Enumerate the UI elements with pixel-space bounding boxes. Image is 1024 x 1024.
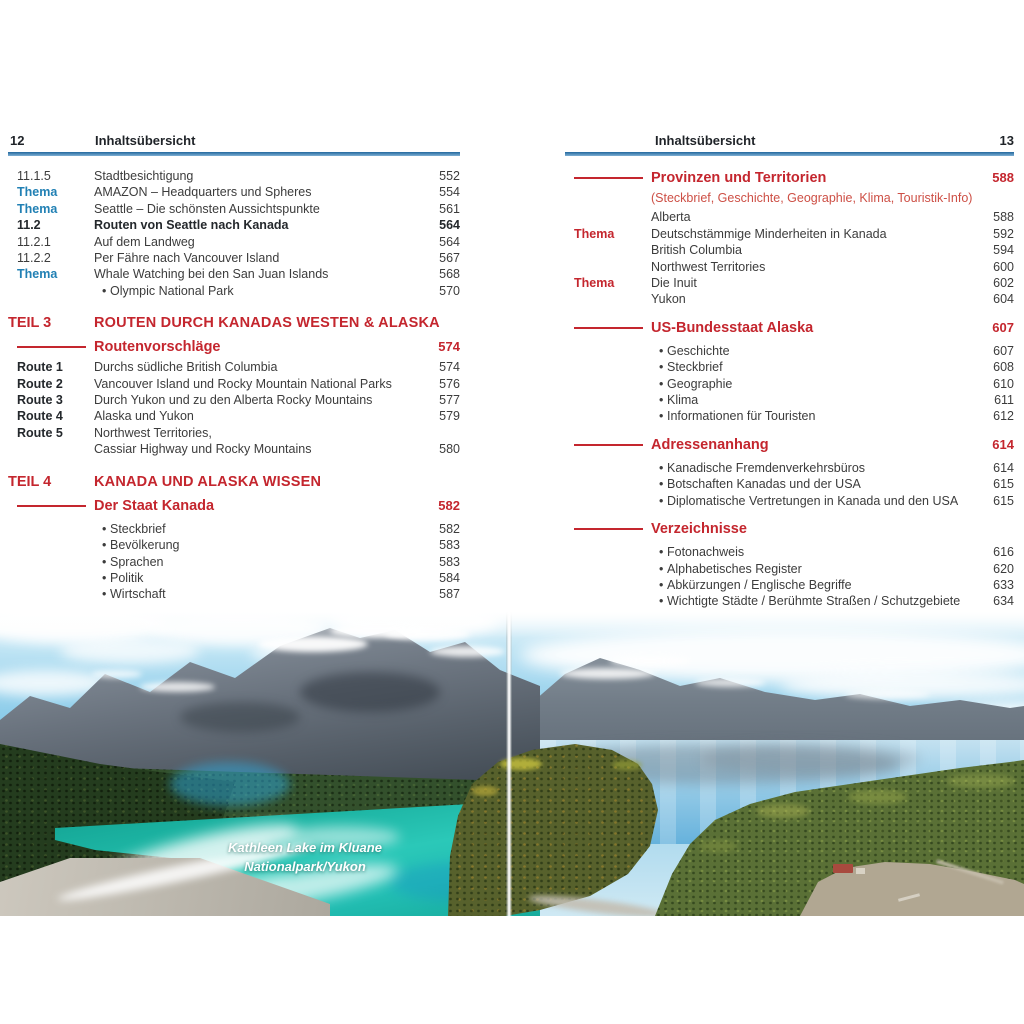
toc-row-title: Wichtigte Städte / Berühmte Straßen / Schutzgebiete: [667, 594, 961, 609]
toc-row-title: Northwest Territories: [651, 259, 766, 274]
toc-row-page: 584: [439, 570, 460, 585]
toc-row-label: Route 4: [17, 409, 63, 424]
toc-row: [565, 521, 1014, 541]
toc-row-page: 552: [439, 169, 460, 183]
toc-row-page: 607: [993, 343, 1014, 358]
toc-row: [8, 168, 460, 184]
toc-row-title: Deutschstämmige Minderheiten in Kanada: [651, 226, 887, 241]
toc-row: [8, 217, 460, 233]
toc-row: [8, 283, 460, 299]
toc-row-title: Routen von Seattle nach Kanada: [94, 218, 289, 233]
toc-row: [565, 544, 1014, 560]
bullet-icon: •: [102, 538, 107, 553]
toc-row: [565, 359, 1014, 375]
rock-shadow: [300, 672, 440, 712]
bullet-icon: •: [659, 594, 664, 609]
bullet-icon: •: [102, 570, 107, 585]
toc-row-label: Route 3: [17, 393, 63, 408]
toc-row-page: 570: [439, 283, 460, 298]
toc-row-title: Whale Watching bei den San Juan Islands: [94, 267, 329, 282]
bullet-icon: •: [102, 554, 107, 569]
toc-row-page: 620: [993, 561, 1014, 576]
autumn-trees: [472, 786, 498, 796]
bullet-icon: •: [659, 360, 664, 375]
photo-caption-line1: Kathleen Lake im Kluane: [228, 840, 382, 855]
toc-row-page: 604: [993, 292, 1014, 307]
toc-row-label: Route 1: [17, 360, 63, 375]
bullet-icon: •: [659, 493, 664, 508]
toc-row: [8, 339, 460, 359]
bullet-icon: •: [102, 587, 107, 602]
snow-cap: [258, 636, 368, 652]
toc-row-page: 579: [439, 409, 460, 424]
autumn-trees: [946, 774, 1016, 788]
toc-row-title: KANADA UND ALASKA WISSEN: [94, 473, 322, 490]
toc-row: [8, 392, 460, 408]
toc-row: [8, 408, 460, 424]
toc-row-page: 568: [439, 267, 460, 282]
left-header-title: Inhaltsübersicht: [95, 133, 196, 148]
toc-row-page: 554: [439, 185, 460, 200]
toc-row-page: 614: [993, 460, 1014, 475]
toc-row: [565, 561, 1014, 577]
toc-row-title: Durchs südliche British Columbia: [94, 360, 278, 375]
autumn-trees: [698, 840, 738, 852]
toc-row-title: Northwest Territories,: [94, 425, 212, 440]
toc-row-title: Alaska und Yukon: [94, 409, 194, 424]
photo-caption: [165, 838, 445, 876]
toc-row-page: 616: [993, 545, 1014, 560]
bullet-icon: •: [659, 561, 664, 576]
bullet-icon: •: [659, 343, 664, 358]
toc-row-title: Steckbrief: [110, 521, 166, 536]
toc-row: [8, 315, 460, 335]
toc-row-title: Per Fähre nach Vancouver Island: [94, 251, 280, 266]
toc-row: [8, 184, 460, 200]
toc-row-label: 11.1.5: [17, 169, 51, 183]
toc-row-label: TEIL 4: [8, 473, 52, 490]
toc-row-title: Wirtschaft: [110, 587, 166, 602]
toc-row-title: Verzeichnisse: [651, 521, 747, 538]
toc-row-title: Durch Yukon und zu den Alberta Rocky Mountains: [94, 393, 373, 408]
toc-row: [565, 170, 1014, 190]
toc-row-title: Abkürzungen / Englische Begriffe: [667, 577, 852, 592]
toc-row-page: 583: [439, 554, 460, 569]
toc-row-page: 634: [993, 594, 1014, 609]
toc-row: [565, 493, 1014, 509]
lake-patch: [170, 762, 290, 806]
toc-row-title: Die Inuit: [651, 276, 697, 291]
toc-row-label: 11.2.2: [17, 251, 51, 266]
toc-row: [8, 586, 460, 602]
toc-row: [565, 577, 1014, 593]
toc-row-title: Seattle – Die schönsten Aussichtspunkte: [94, 201, 320, 216]
cloud: [60, 638, 200, 664]
toc-row-label: Thema: [574, 226, 615, 241]
building: [856, 868, 865, 874]
toc-row-title: Informationen für Touristen: [667, 409, 816, 424]
right-header-title: Inhaltsübersicht: [655, 133, 756, 148]
toc-row: [8, 570, 460, 586]
toc-row: [8, 234, 460, 250]
toc-row-title: Routenvorschläge: [94, 339, 221, 356]
toc-row: [8, 441, 460, 457]
toc-row-label: Route 5: [17, 425, 63, 440]
toc-row-page: 602: [993, 276, 1014, 291]
toc-row: [565, 343, 1014, 359]
toc-row: [565, 460, 1014, 476]
toc-row-page: 564: [439, 218, 460, 233]
toc-row-title: Diplomatische Vertretungen in Kanada und den USA: [667, 493, 959, 508]
toc-row: [8, 537, 460, 553]
bullet-icon: •: [659, 409, 664, 424]
toc-row-page: 576: [439, 376, 460, 391]
toc-row-page: 611: [994, 393, 1014, 408]
snow-cap: [430, 646, 505, 657]
toc-row-page: 582: [438, 497, 460, 513]
toc-row-title: Kanadische Fremdenverkehrsbüros: [667, 460, 866, 475]
toc-row: [565, 476, 1014, 492]
snow-cap: [92, 670, 142, 678]
toc-row-title: Bevölkerung: [110, 538, 180, 553]
bullet-icon: •: [102, 283, 107, 298]
toc-row: [565, 242, 1014, 258]
bullet-icon: •: [659, 477, 664, 492]
toc-row-title: Sprachen: [110, 554, 164, 569]
photo-top-fade: [0, 612, 1024, 638]
toc-row: [565, 408, 1014, 424]
bullet-icon: •: [659, 545, 664, 560]
toc-right-column: [565, 168, 1014, 632]
toc-row-page: 588: [993, 210, 1014, 225]
bullet-icon: •: [659, 577, 664, 592]
toc-row-page: 607: [992, 319, 1014, 335]
toc-row: [565, 392, 1014, 408]
toc-row-label: Thema: [17, 185, 58, 200]
toc-row-page: 608: [993, 360, 1014, 375]
toc-row-title: Botschaften Kanadas und der USA: [667, 477, 861, 492]
toc-row-page: 615: [993, 477, 1014, 492]
toc-row-page: 594: [993, 243, 1014, 258]
toc-row-title: Yukon: [651, 292, 686, 307]
right-header-rule: [565, 152, 1014, 156]
toc-row-title: Cassiar Highway und Rocky Mountains: [94, 442, 312, 457]
toc-row: [565, 259, 1014, 275]
toc-row-page: 614: [992, 436, 1014, 452]
toc-row: [565, 226, 1014, 242]
toc-row-page: 612: [993, 409, 1014, 424]
toc-row: [8, 250, 460, 266]
toc-row-page: 574: [439, 360, 460, 375]
toc-row: [8, 521, 460, 537]
toc-row-title: Stadtbesichtigung: [94, 169, 194, 183]
toc-row-page: 588: [992, 170, 1014, 185]
toc-row-page: 600: [993, 259, 1014, 274]
building: [833, 864, 853, 873]
toc-row-title: Steckbrief: [667, 360, 723, 375]
toc-row-label: Thema: [574, 276, 615, 291]
toc-row-label: Thema: [17, 267, 58, 282]
book-spine-fold: [506, 612, 512, 916]
toc-row-title: Geschichte: [667, 343, 730, 358]
toc-row-page: 592: [993, 226, 1014, 241]
toc-row: [8, 266, 460, 282]
toc-row-title: ROUTEN DURCH KANADAS WESTEN & ALASKA: [94, 315, 440, 332]
toc-row-title: Fotonachweis: [667, 545, 745, 560]
autumn-trees: [612, 760, 642, 770]
autumn-trees: [848, 790, 908, 804]
toc-row: [565, 275, 1014, 291]
left-page-number: 12: [10, 133, 25, 148]
toc-row: [565, 291, 1014, 307]
left-header-rule: [8, 152, 460, 156]
toc-row: [8, 498, 460, 518]
toc-row-title: Provinzen und Territorien: [651, 170, 827, 186]
toc-row-label: 11.2: [17, 218, 41, 233]
toc-row-label: Route 2: [17, 376, 63, 391]
toc-row-page: 610: [993, 376, 1014, 391]
toc-row: [8, 359, 460, 375]
toc-row-label: 11.2.1: [17, 234, 51, 249]
toc-row-title: Klima: [667, 393, 699, 408]
autumn-trees: [756, 804, 810, 818]
toc-row-page: 564: [439, 234, 460, 249]
toc-row: [565, 437, 1014, 457]
toc-row-page: 615: [993, 493, 1014, 508]
toc-row: [8, 554, 460, 570]
toc-row: [8, 425, 460, 441]
toc-row-label: TEIL 3: [8, 315, 52, 332]
snow-cap: [610, 656, 690, 666]
toc-row-title: (Steckbrief, Geschichte, Geographie, Klima, Touristik-Info): [651, 191, 973, 205]
toc-row-label: Thema: [17, 201, 58, 216]
right-page-number: 13: [999, 133, 1014, 148]
toc-row-page: 633: [993, 577, 1014, 592]
toc-row-title: AMAZON – Headquarters und Spheres: [94, 185, 312, 200]
toc-row-title: Alberta: [651, 210, 691, 225]
toc-row-title: Der Staat Kanada: [94, 497, 215, 514]
toc-row-title: Politik: [110, 570, 144, 585]
toc-row: [8, 376, 460, 392]
mountain-reflection: [700, 744, 920, 774]
toc-row: [565, 209, 1014, 225]
toc-row-page: 567: [439, 251, 460, 266]
bullet-icon: •: [659, 460, 664, 475]
toc-row-page: 580: [439, 442, 460, 457]
snow-cap: [140, 682, 215, 692]
toc-left-column: [8, 168, 460, 603]
bullet-icon: •: [659, 393, 664, 408]
toc-row-title: Olympic National Park: [110, 283, 234, 298]
toc-row-page: 587: [439, 587, 460, 602]
toc-row: [565, 190, 1014, 206]
toc-row: [565, 593, 1014, 609]
bullet-icon: •: [102, 521, 107, 536]
snow-cap: [845, 690, 930, 699]
toc-row: [8, 474, 460, 494]
toc-row-title: Auf dem Landweg: [94, 234, 195, 249]
toc-row-page: 583: [439, 538, 460, 553]
toc-row-page: 582: [439, 521, 460, 536]
toc-row-page: 577: [439, 393, 460, 408]
toc-row-page: 574: [438, 339, 460, 355]
toc-row: [565, 376, 1014, 392]
toc-row-page: 561: [439, 201, 460, 216]
rock-shadow: [180, 702, 300, 732]
bullet-icon: •: [659, 376, 664, 391]
toc-row-title: US-Bundesstaat Alaska: [651, 319, 814, 336]
toc-row-title: British Columbia: [651, 243, 743, 258]
toc-row: [8, 201, 460, 217]
toc-row-title: Adressenanhang: [651, 436, 769, 453]
snow-cap: [695, 678, 765, 687]
toc-row-title: Alphabetisches Register: [667, 561, 802, 576]
toc-row: [565, 320, 1014, 340]
toc-row-title: Vancouver Island und Rocky Mountain National Parks: [94, 376, 392, 391]
photo-caption-line2: Nationalpark/Yukon: [244, 859, 366, 874]
panorama-photo: [0, 612, 1024, 916]
toc-row-title: Geographie: [667, 376, 733, 391]
snow-cap: [560, 668, 655, 679]
